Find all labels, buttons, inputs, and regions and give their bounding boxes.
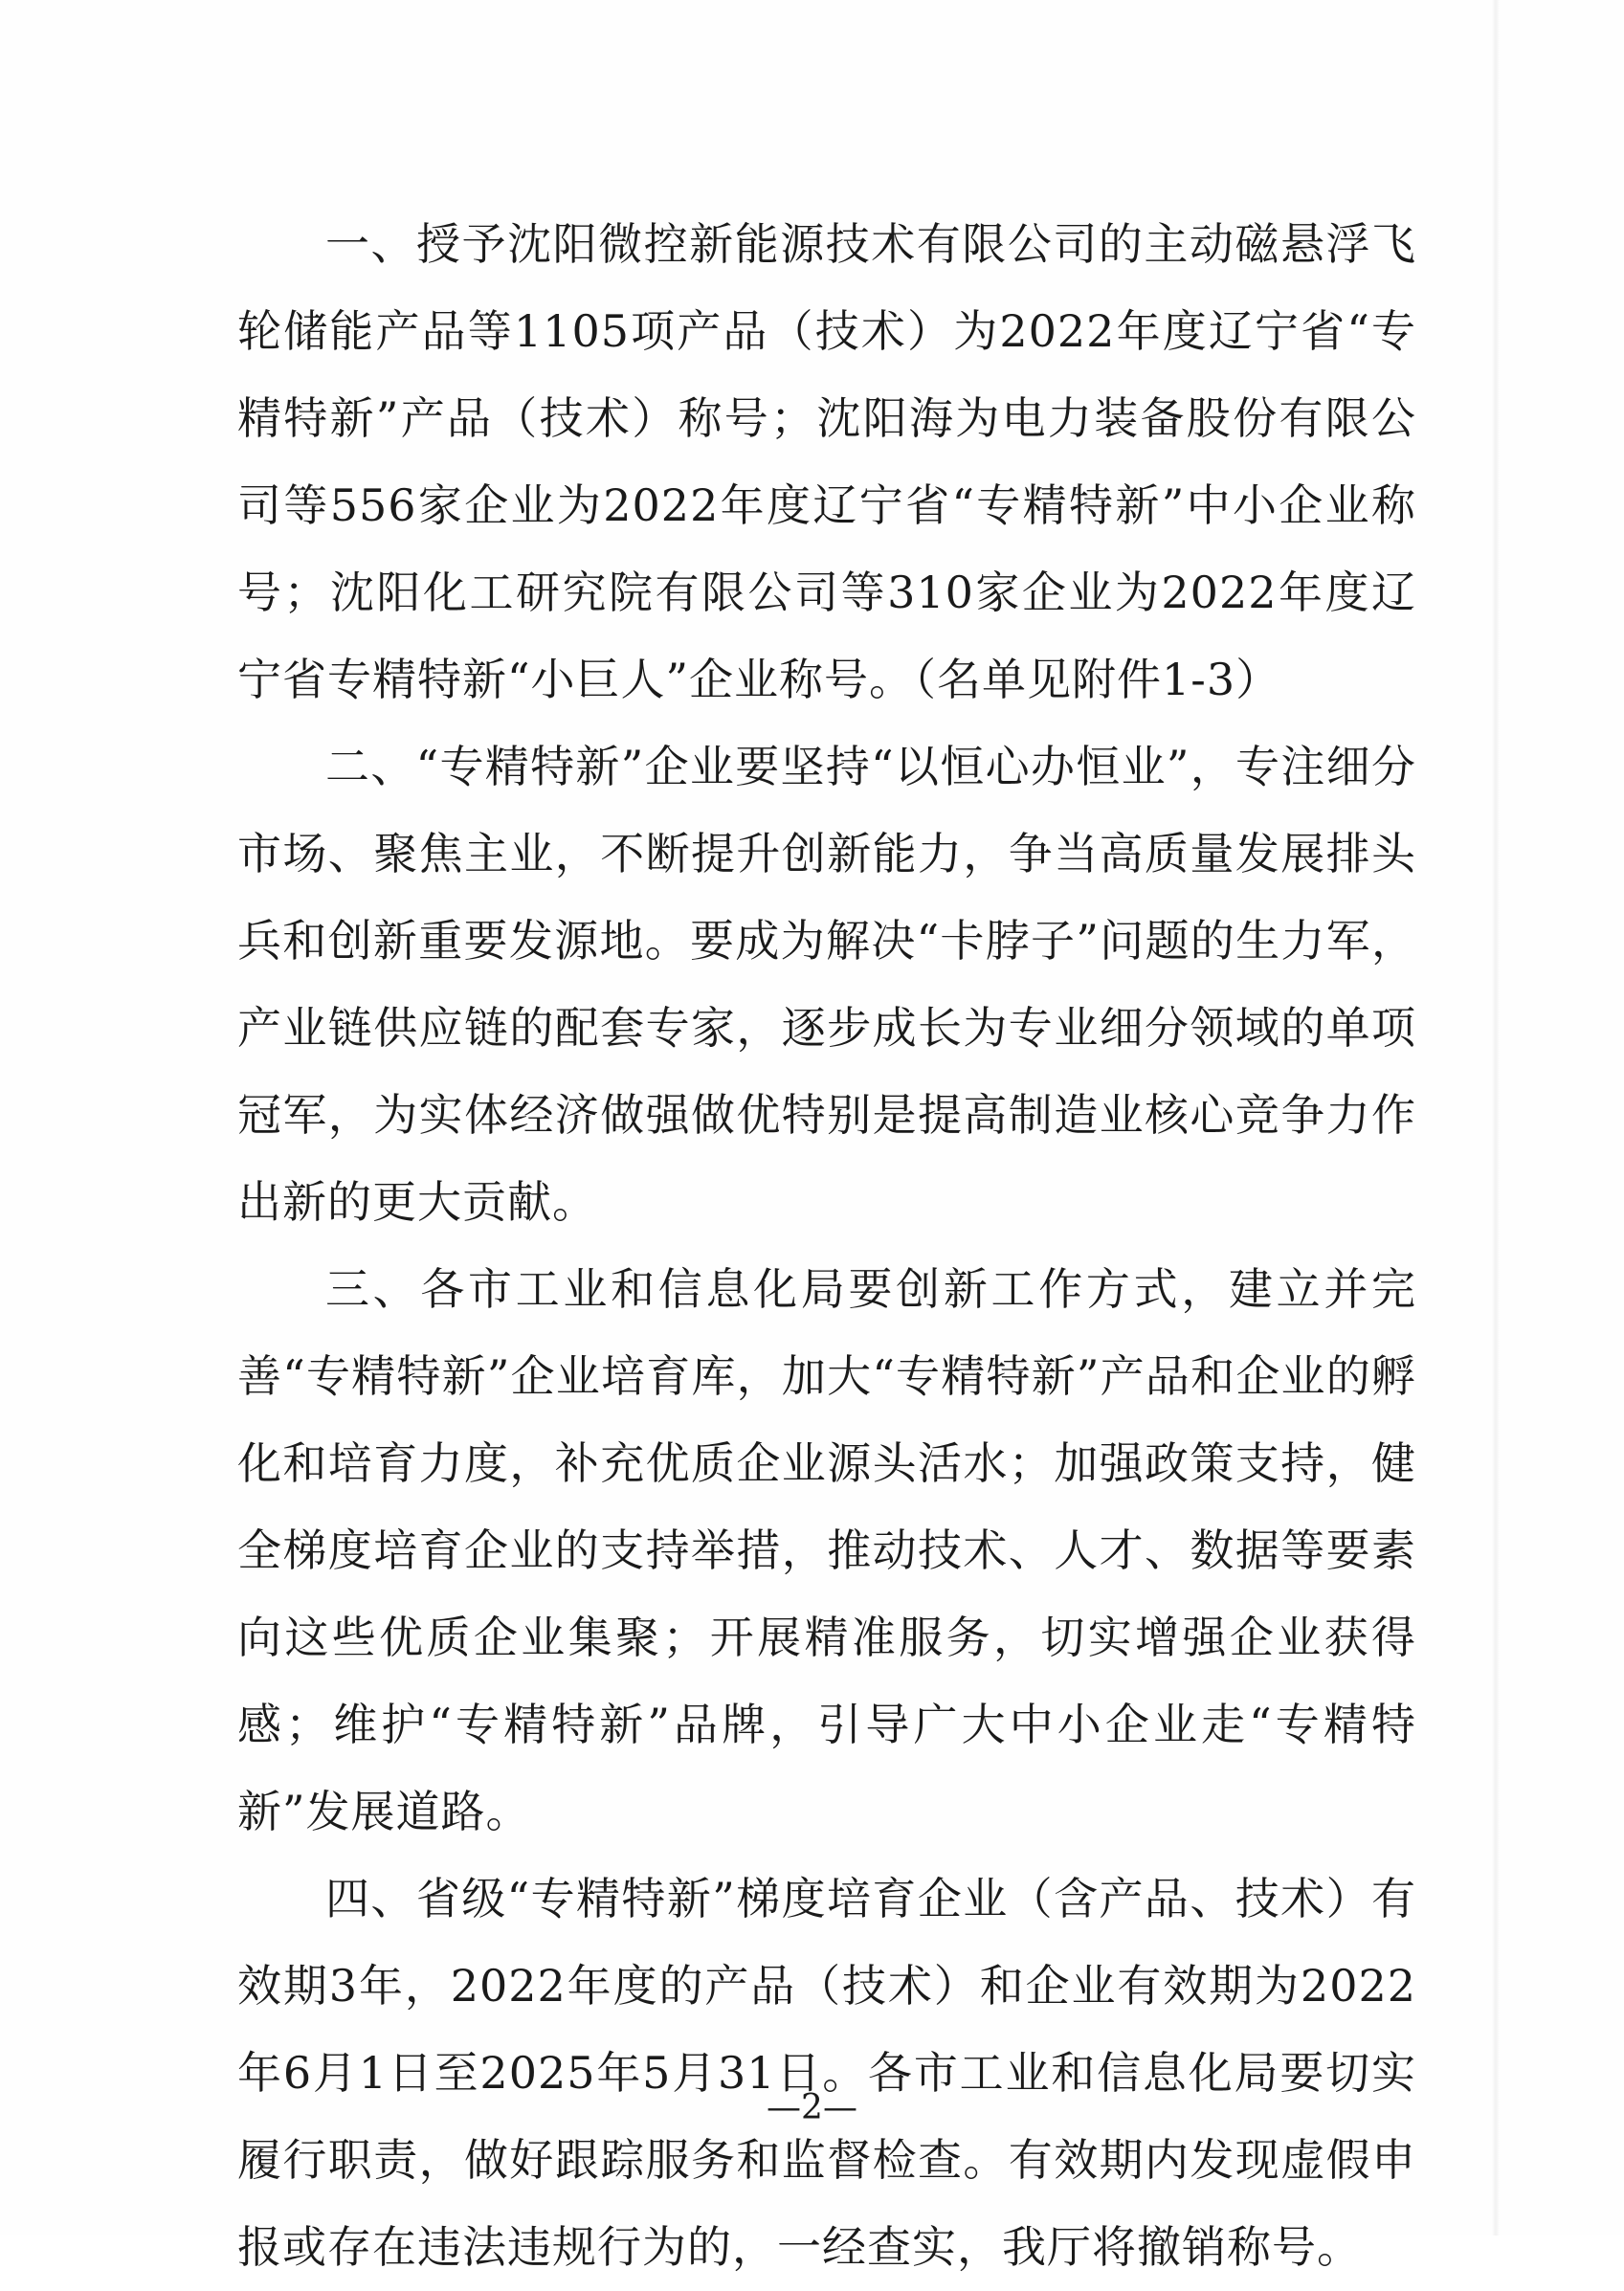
page-edge-shadow xyxy=(1492,0,1500,2235)
paragraph-2: 二、“专精特新”企业要坚持“以恒心办恒业”，专注细分市场、聚焦主业，不断提升创新能力，争当高质量发展排头兵和创新重要发源地。要成为解决“卡脖子”问题的生力军，产业链供应链的配套专家，逐步成长为专业细分领域的单项冠军，为实体经济做强做优特别是提高制造业核心竞争力作出新的更大贡献。 xyxy=(237,741,1416,1228)
paragraph-4: 四、省级“专精特新”梯度培育企业（含产品、技术）有效期3年，2022年度的产品（技术）和企业有效期为2022年6月1日至2025年5月31日。各市工业和信息化局要切实履行职责，做好跟踪服务和监督检查。有效期内发现虚假申报或存在违法违规行为的，一经查实，我厅将撤销称号。 xyxy=(237,1873,1416,2273)
page-number: —2— xyxy=(767,2088,857,2127)
document-body xyxy=(237,201,1416,2291)
paragraph-3: 三、各市工业和信息化局要创新工作方式，建立并完善“专精特新”企业培育库，加大“专精特新”产品和企业的孵化和培育力度，补充优质企业源头活水；加强政策支持，健全梯度培育企业的支持举措，推动技术、人才、数据等要素向这些优质企业集聚；开展精准服务，切实增强企业获得感；维护“专精特新”品牌，引导广大中小企业走“专精特新”发展道路。 xyxy=(237,1263,1416,1837)
paragraph-1: 一、授予沈阳微控新能源技术有限公司的主动磁悬浮飞轮储能产品等1105项产品（技术）为2022年度辽宁省“专精特新”产品（技术）称号；沈阳海为电力装备股份有限公司等556家企业为2022年度辽宁省“专精特新”中小企业称号；沈阳化工研究院有限公司等310家企业为2022年度辽宁省专精特新“小巨人”企业称号。（名单见附件1-3） xyxy=(237,218,1416,705)
